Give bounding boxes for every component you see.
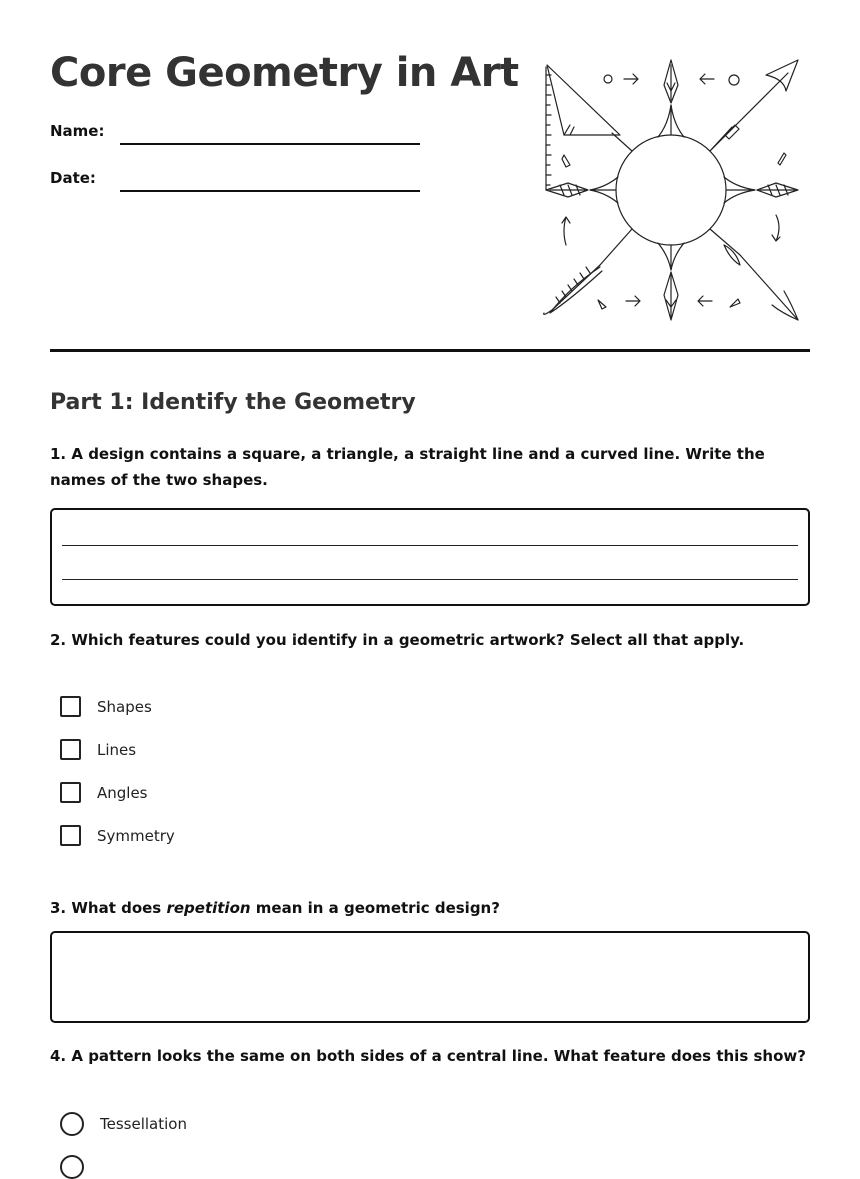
name-label: Name: (50, 122, 105, 140)
radio-button[interactable] (60, 1155, 84, 1179)
checkbox[interactable] (60, 782, 81, 803)
date-field[interactable] (120, 190, 420, 192)
question-3-suffix: mean in a geometric design? (250, 899, 500, 917)
question-4: 4. A pattern looks the same on both sides of a central line. What feature does this show? (50, 1047, 806, 1065)
option-label: Angles (97, 783, 148, 802)
name-field[interactable] (120, 143, 420, 145)
compass-rose-arrows-icon (540, 55, 805, 325)
option-label: Lines (97, 740, 137, 759)
option-symmetry[interactable] (60, 825, 175, 846)
section-title: Part 1: Identify the Geometry (50, 390, 416, 415)
option-angles[interactable] (60, 782, 148, 803)
worksheet-title: Core Geometry in Art (50, 50, 519, 96)
radio-button[interactable] (60, 1112, 84, 1136)
option-label: Shapes (97, 697, 152, 716)
answer-write-line (62, 579, 798, 580)
question-1: 1. A design contains a square, a triangle, a straight line and a curved line. Write the names of the two shapes. (50, 445, 765, 489)
checkbox[interactable] (60, 825, 81, 846)
checkbox[interactable] (60, 739, 81, 760)
option-cut-off[interactable] (60, 1155, 84, 1179)
question-2: 2. Which features could you identify in a geometric artwork? Select all that apply. (50, 631, 745, 649)
header-divider (50, 349, 810, 352)
option-lines[interactable] (60, 739, 136, 760)
question-3 (50, 895, 815, 921)
checkbox[interactable] (60, 696, 81, 717)
option-tessellation[interactable] (60, 1112, 187, 1136)
option-label: Tessellation (100, 1115, 187, 1133)
question-3-answer-area[interactable] (50, 931, 810, 1023)
question-1-answer-area[interactable] (50, 508, 810, 606)
answer-write-line (62, 545, 798, 546)
date-label: Date: (50, 169, 96, 187)
option-shapes[interactable] (60, 696, 152, 717)
question-3-emphasis: repetition (166, 899, 251, 917)
question-3-prefix: 3. What does (50, 899, 167, 917)
option-label: Symmetry (97, 826, 175, 845)
